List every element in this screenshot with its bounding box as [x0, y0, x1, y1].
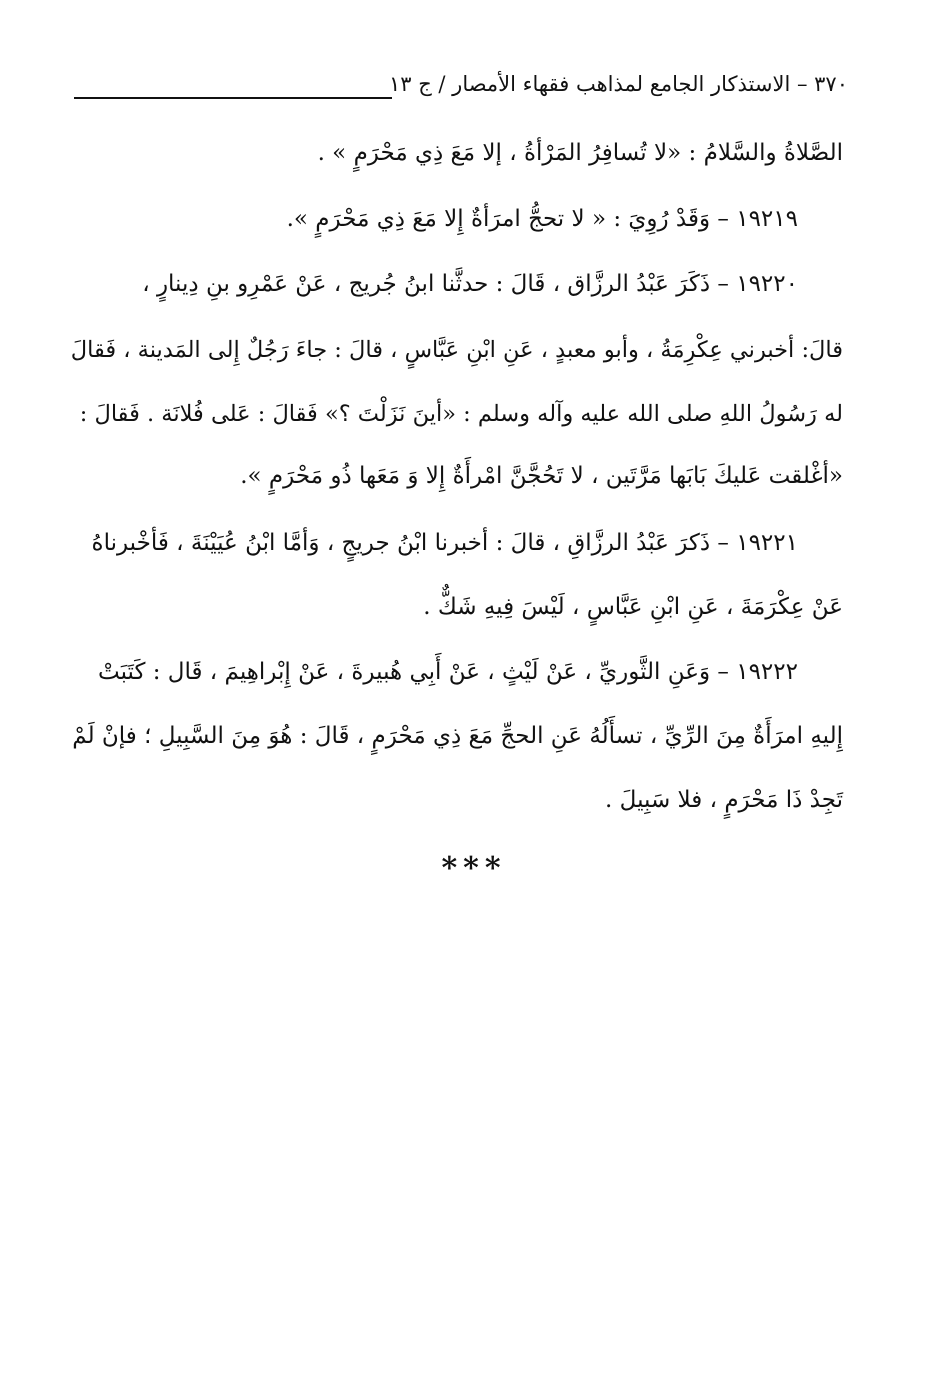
header-rule [74, 97, 392, 99]
text-line-11: تَجِدْ ذَا مَحْرَمٍ ، فلا سَبِيلَ . [605, 787, 843, 813]
running-head: ٣٧٠ – الاستذكار الجامع لمذاهب فقهاء الأمصار / ج ١٣ [388, 72, 848, 96]
text-line-1: الصَّلاةُ والسَّلامُ : «لا تُسافِرُ المَرْأةُ ، إلا مَعَ ذِي مَحْرَمٍ » . [317, 140, 843, 166]
text-line-7: ١٩٢٢١ – ذَكرَ عَبْدُ الرزَّاقِ ، قالَ : أخبرنا ابْنُ جريجٍ ، وَأمَّا ابْنُ عُيَيْنَةَ ، فَأخْبرناهُ [91, 530, 798, 556]
text-line-9: ١٩٢٢٢ – وَعَنِ الثَّوريِّ ، عَنْ لَيْثٍ ، عَنْ أَبِي هُبيرةَ ، عَنْ إِبْراهِيمَ ، قَال : كَتَبَتْ [98, 659, 798, 685]
text-line-8: عَنْ عِكْرَمَةَ ، عَنِ ابْنِ عَبَّاسٍ ، لَيْسَ فِيهِ شَكٌّ . [423, 594, 843, 620]
text-line-4: قالَ: أخبرني عِكْرِمَةُ ، وأبو معبدٍ ، عَنِ ابْنِ عَبَّاسٍ ، قالَ : جاءَ رَجُلٌ إِلى المَدينة ، فَقالَ [70, 337, 843, 363]
section-separator: *** [441, 851, 507, 886]
text-line-10: إِليهِ امرَأَةٌ مِنَ الرِّيِّ ، تسأَلُهُ عَنِ الحجِّ مَعَ ذِي مَحْرَمٍ ، قَالَ : هُوَ مِنَ السَّبِيلِ ؛ فإنْ لَمْ [72, 723, 843, 749]
text-line-6: «أغْلقت عَليكَ بَابَها مَرَّتَين ، لا تَحُجَّنَّ امْرأَةٌ إِلا وَ مَعَها ذُو مَحْرَمٍ ». [240, 463, 843, 489]
text-line-5: له رَسُولُ اللهِ صلى الله عليه وآله وسلم : «أينَ نَزَلْتَ ؟» فَقالَ : عَلى فُلانَة . فَقالَ : [79, 401, 843, 427]
text-line-2: ١٩٢١٩ – وَقَدْ رُوِيَ : « لا تحجُّ امرَأةٌ إِلا مَعَ ذِي مَحْرَمٍ ». [286, 206, 798, 232]
text-line-3: ١٩٢٢٠ – ذَكَرَ عَبْدُ الرزَّاق ، قَالَ : حدثَّنا ابنُ جُريج ، عَنْ عَمْرِو بنِ دِينارٍ ، [142, 271, 798, 297]
